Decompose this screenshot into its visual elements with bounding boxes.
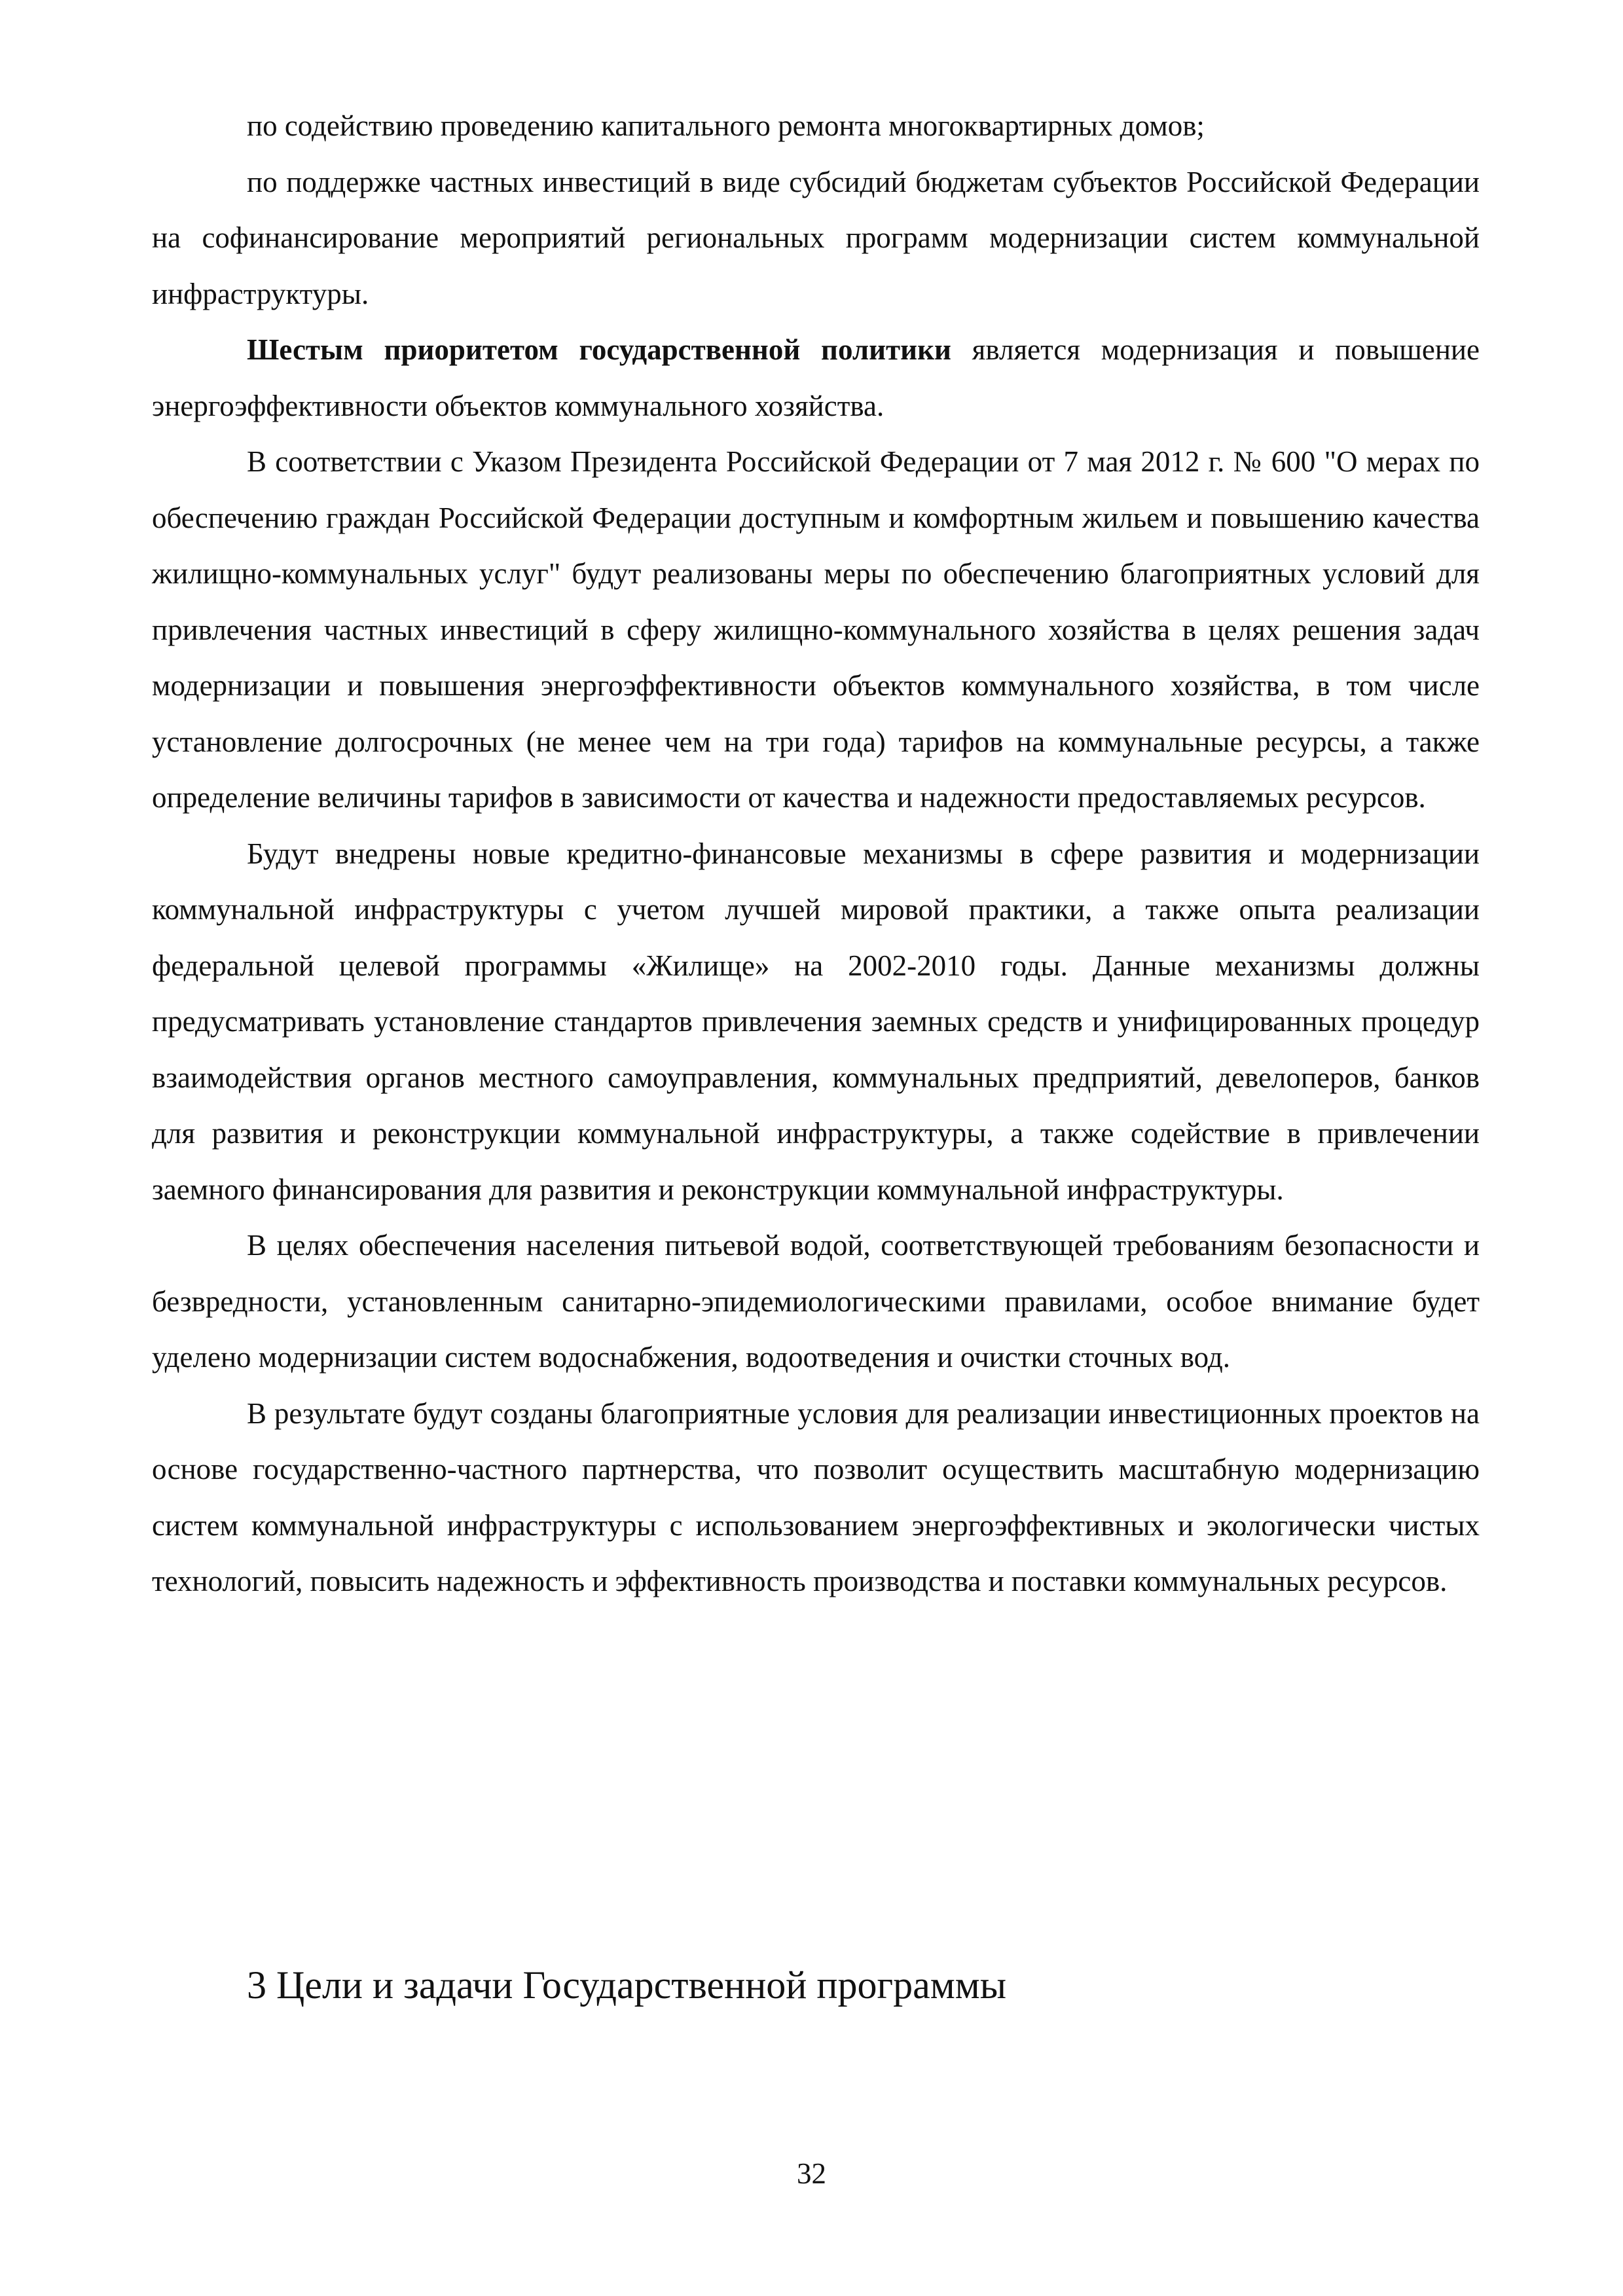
body-text bbox=[152, 98, 1480, 1610]
paragraph: В результате будут созданы благоприятные условия для реализации инвестиционных проектов на основе государственно-частного партнерства, что позволит осуществить масштабную модернизацию систем коммунальной инфраструктуры с использованием энергоэффективных и экологически чистых технологий, повысить надежность и эффективность производства и поставки коммунальных ресурсов. bbox=[152, 1396, 1480, 1597]
paragraph: по поддержке частных инвестиций в виде субсидий бюджетам субъектов Российской Федерации на софинансирование мероприятий региональных программ модернизации систем коммунальной инфраструктуры. bbox=[152, 165, 1480, 310]
paragraph: В целях обеспечения населения питьевой водой, соответствующей требованиям безопасности и безвредности, установленным санитарно-эпидемиологическими правилами, особое внимание будет уделено модернизации систем водоснабжения, водоотведения и очистки сточных вод. bbox=[152, 1229, 1480, 1374]
paragraph-bold-lead: Шестым приоритетом государственной политики bbox=[247, 333, 951, 366]
paragraph bbox=[152, 322, 1480, 434]
paragraph: Будут внедрены новые кредитно-финансовые механизмы в сфере развития и модернизации коммунальной инфраструктуры с учетом лучшей мировой практики, а также опыта реализации федеральной целевой программы «Жилище» на 2002-2010 годы. Данные механизмы должны предусматривать установление стандартов привлечения заемных средств и унифицированных процедур взаимодействия органов местного самоуправления, коммунальных предприятий, девелоперов, банков для развития и реконструкции коммунальной инфраструктуры, а также содействие в привлечении заемного финансирования для развития и реконструкции коммунальной инфраструктуры. bbox=[152, 837, 1480, 1206]
section-heading: 3 Цели и задачи Государственной программы bbox=[247, 1963, 1007, 2007]
paragraph: В соответствии с Указом Президента Российской Федерации от 7 мая 2012 г. № 600 "О мерах по обеспечению граждан Российской Федерации доступным и комфортным жильем и повышению качества жилищно-коммунальных услуг" будут реализованы меры по обеспечению благоприятных условий для привлечения частных инвестиций в сферу жилищно-коммунального хозяйства в целях решения задач модернизации и повышения энергоэффективности объектов коммунального хозяйства, в том числе установление долгосрочных (не менее чем на три года) тарифов на коммунальные ресурсы, а также определение величины тарифов в зависимости от качества и надежности предоставляемых ресурсов. bbox=[152, 445, 1480, 814]
paragraph: по содействию проведению капитального ремонта многоквартирных домов; bbox=[247, 109, 1205, 142]
page-number: 32 bbox=[797, 2157, 826, 2190]
paragraph-text: является модернизация и повышение энергоэффективности объектов коммунального хозяйства. bbox=[152, 333, 1480, 422]
